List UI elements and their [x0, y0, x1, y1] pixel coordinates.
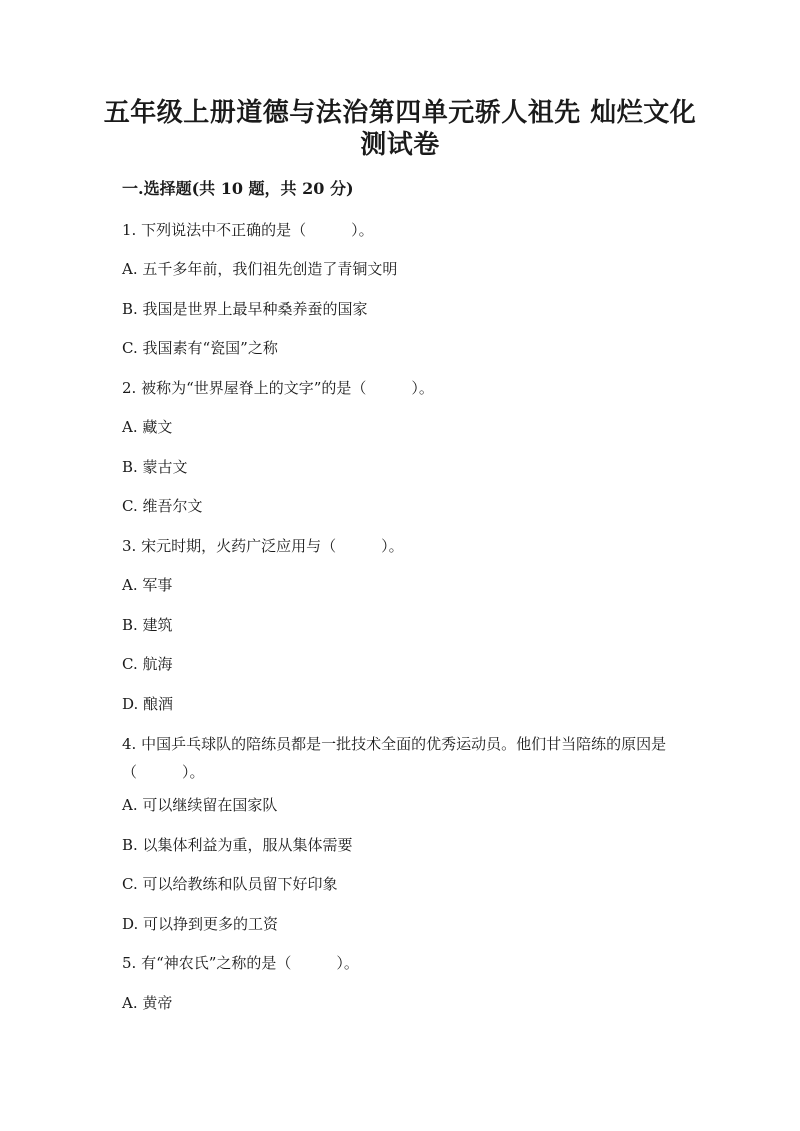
question-3-stem: 3. 宋元时期，火药广泛应用与（ ）。 [122, 537, 404, 555]
question-4-option-c: C. 可以给教练和队员留下好印象 [122, 875, 338, 893]
question-4-option-a: A. 可以继续留在国家队 [122, 796, 278, 814]
question-5-option-a: A. 黄帝 [122, 994, 173, 1012]
question-3-option-b: B. 建筑 [122, 616, 173, 634]
question-4-option-b: B. 以集体利益为重，服从集体需要 [122, 836, 353, 854]
question-1-stem: 1. 下列说法中不正确的是（ ）。 [122, 221, 374, 239]
question-2-option-a: A. 藏文 [122, 418, 173, 436]
section-heading: 一.选择题(共 10 题，共 20 分) [122, 179, 354, 198]
question-3-option-c: C. 航海 [122, 655, 173, 673]
question-1-option-b: B. 我国是世界上最早种桑养蚕的国家 [122, 300, 368, 318]
question-1-option-c: C. 我国素有“瓷国”之称 [122, 339, 278, 357]
question-3-option-d: D. 酿酒 [122, 695, 174, 713]
question-5-stem: 5. 有“神农氏”之称的是（ ）。 [122, 954, 359, 972]
question-2-stem: 2. 被称为“世界屋脊上的文字”的是（ ）。 [122, 379, 434, 397]
question-3-option-a: A. 军事 [122, 576, 173, 594]
question-2-option-c: C. 维吾尔文 [122, 497, 203, 515]
question-4-option-d: D. 可以挣到更多的工资 [122, 915, 279, 933]
question-4-stem: 4. 中国乒乓球队的陪练员都是一批技术全面的优秀运动员。他们甘当陪练的原因是（ ）。 [122, 735, 667, 781]
question-1-option-a: A. 五千多年前，我们祖先创造了青铜文明 [122, 260, 398, 278]
exam-title-line-1: 五年级上册道德与法治第四单元骄人祖先 灿烂文化 [103, 98, 697, 128]
question-2-option-b: B. 蒙古文 [122, 458, 188, 476]
exam-title-line-2: 测试卷 [360, 130, 440, 160]
